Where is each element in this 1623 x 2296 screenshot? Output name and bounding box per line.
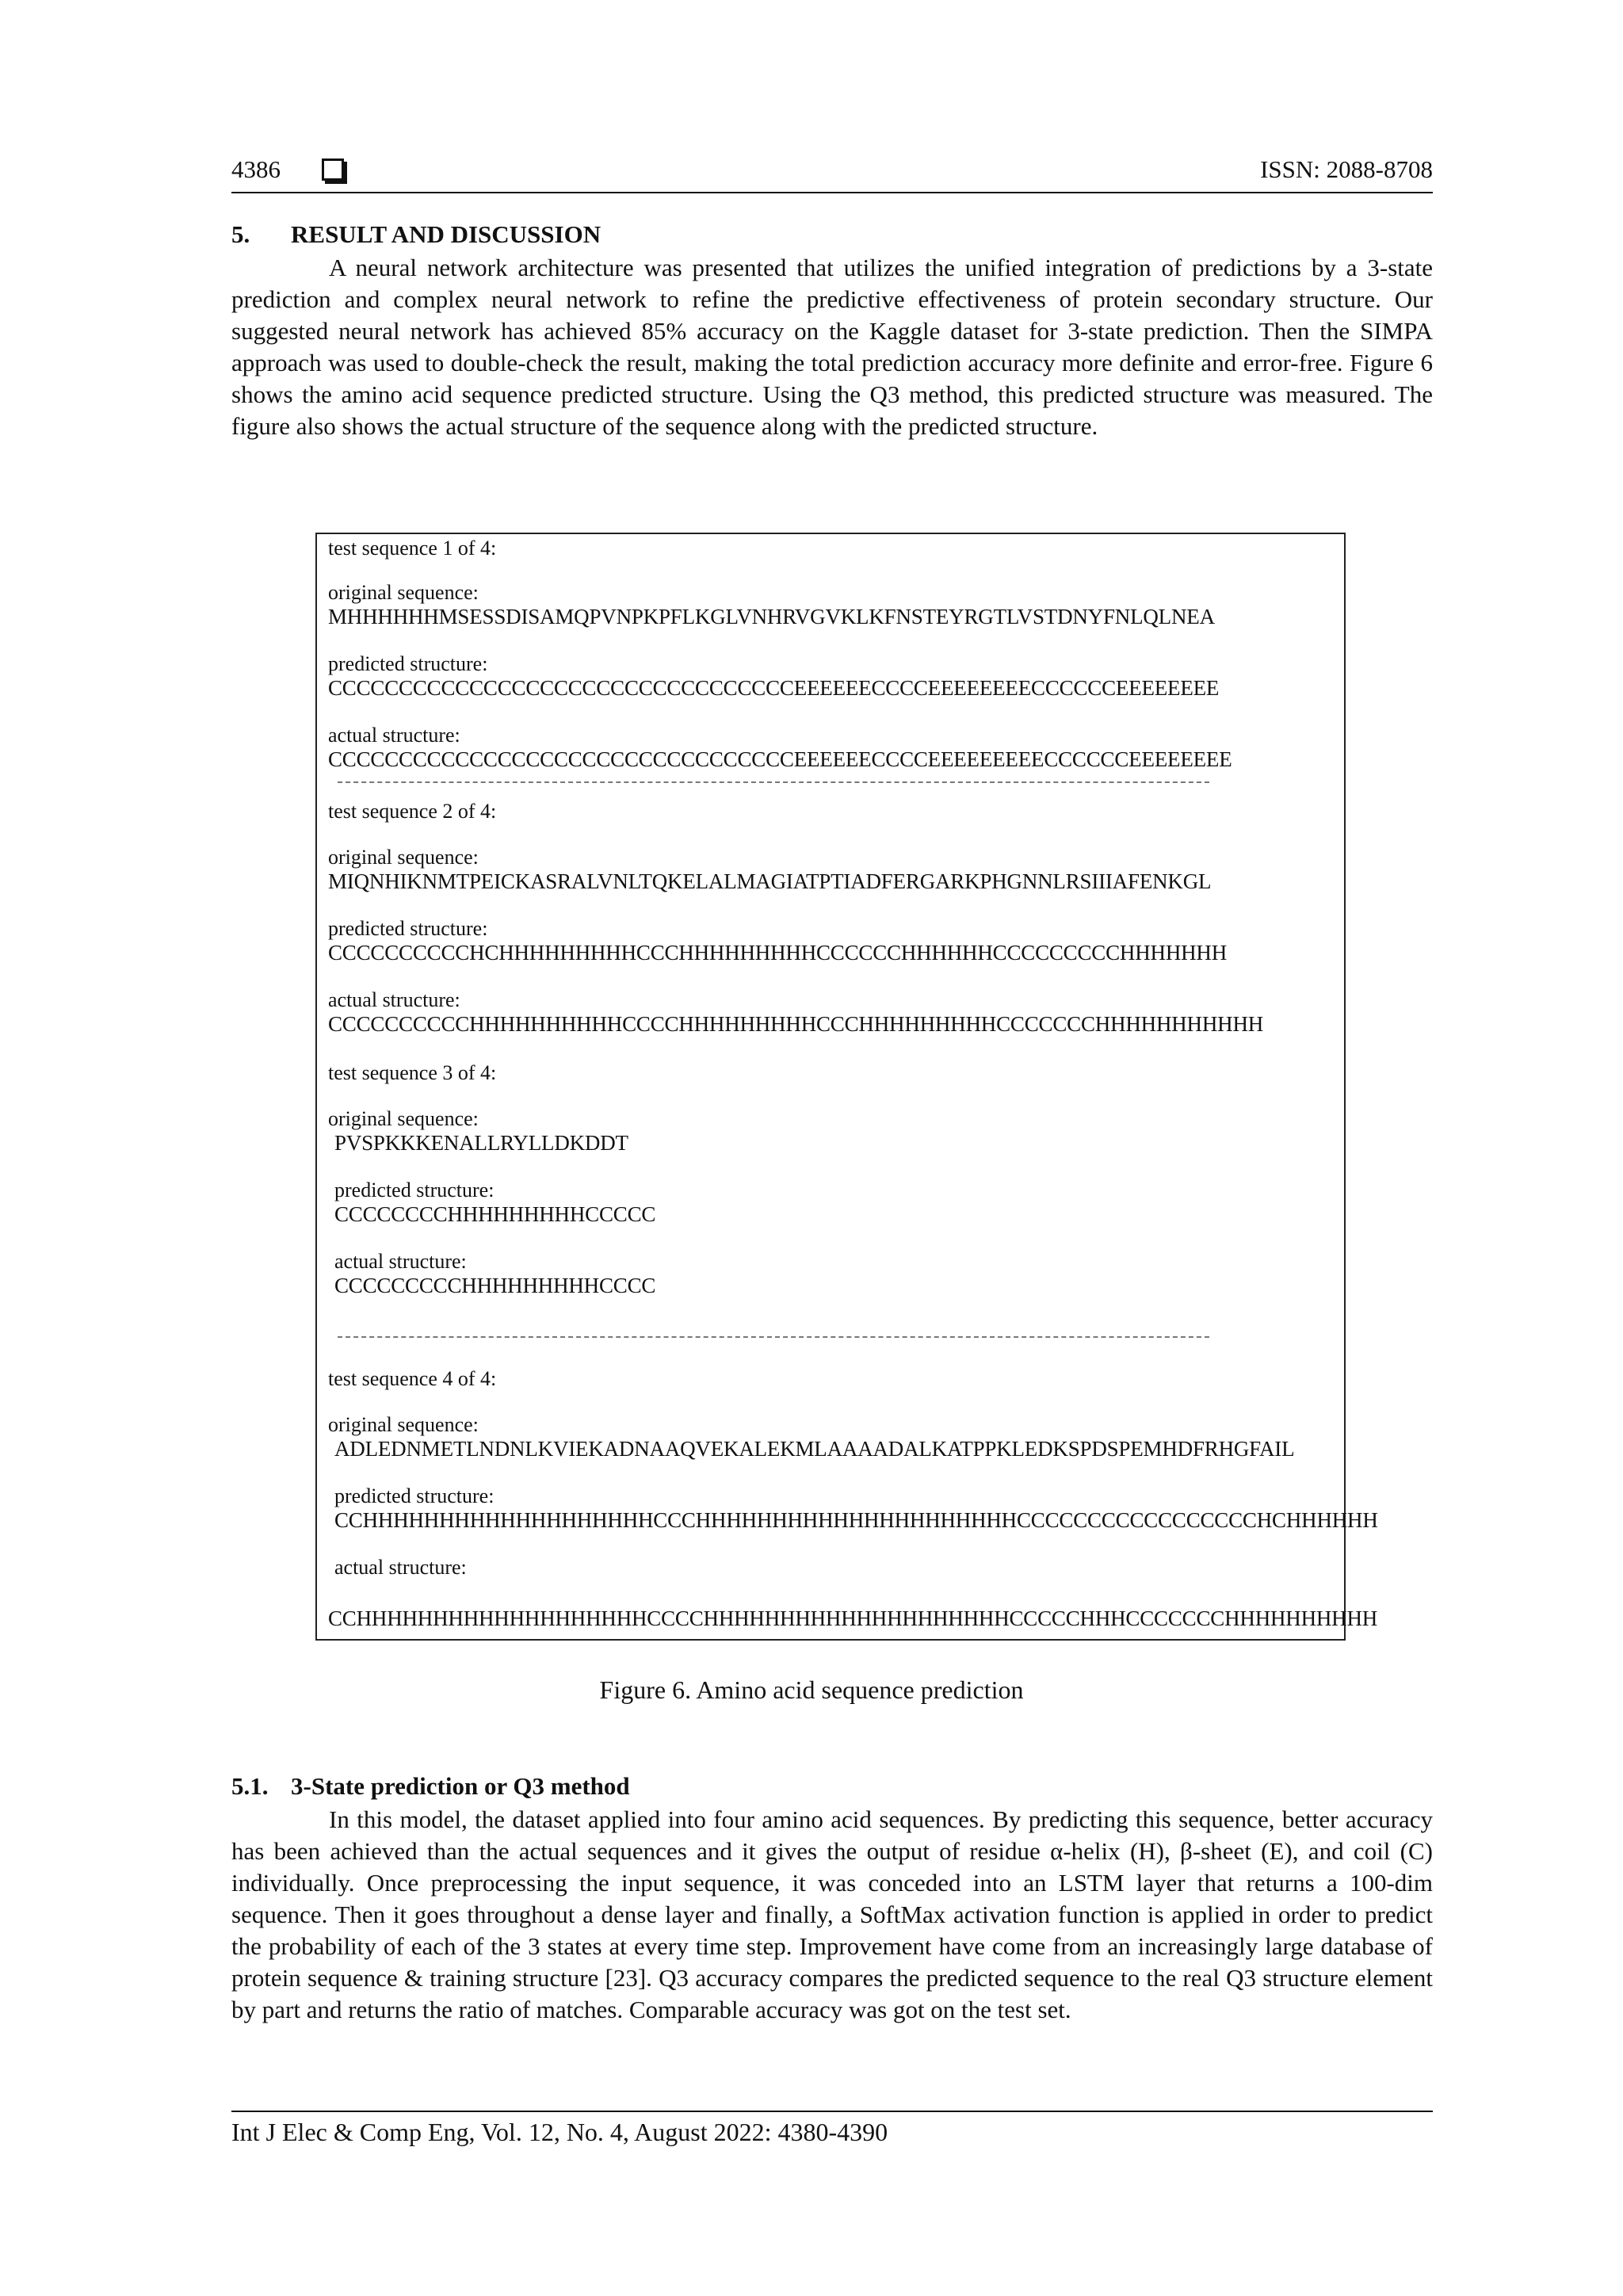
original-sequence: PVSPKKKENALLRYLLDKDDT: [334, 1131, 628, 1155]
subsection-title: 3-State prediction or Q3 method: [291, 1772, 630, 1800]
predicted-structure: CCCCCCCCCCCCCCCCCCCCCCCCCCCCCCCCCEEEEEECCCCEEEEEEEECCCCCCEEEEEEEE: [328, 676, 1220, 700]
actual-structure: CCCCCCCCCCHHHHHHHHHHCCCCHHHHHHHHHCCCHHHHHHHHHCCCCCCCHHHHHHHHHHH: [328, 1012, 1264, 1036]
subsection-paragraph: In this model, the dataset applied into four amino acid sequences. By predicting this sequence, better accuracy has been achieved than the actual sequences and it gives the output of residue α-helix (H), β-sheet (E), and coil (C) individually. Once preprocessing the input sequence, it was conceded into an LSTM layer that returns a 100-dim sequence. Then it goes throughout a dense layer and finally, a SoftMax activation function is applied in order to predict the probability of each of the 3 states at every time step. Improvement have come from an increasingly large database of protein sequence & training structure [23]. Q3 accuracy compares the predicted sequence to the real Q3 structure element by part and returns the ratio of matches. Comparable accuracy was got on the test set.: [231, 1805, 1433, 2023]
original-sequence: ADLEDNMETLNDNLKVIEKADNAAQVEKALEKMLAAAADALKATPPKLEDKSPDSPEMHDFRHGFAIL: [334, 1437, 1295, 1461]
actual-structure: CCCCCCCCCHHHHHHHHHCCCC: [334, 1274, 656, 1297]
original-label: original sequence:: [328, 846, 479, 869]
predicted-label: predicted structure:: [328, 652, 488, 675]
actual-structure: CCCCCCCCCCCCCCCCCCCCCCCCCCCCCCCCCEEEEEECCCCEEEEEEEEECCCCCCEEEEEEEE: [328, 747, 1232, 771]
section-heading: [231, 220, 601, 249]
header-rule: [231, 192, 1433, 193]
section-number: 5.: [231, 220, 250, 248]
figure-caption: Figure 6. Amino acid sequence prediction: [599, 1675, 1024, 1704]
original-sequence: MIQNHIKNMTPEICKASRALVNLTQKELALMAGIATPTIADFERGARKPHGNNLRSIIIAFENKGL: [328, 869, 1212, 893]
test-title: test sequence 2 of 4:: [328, 800, 497, 823]
predicted-structure: CCCCCCCCHHHHHHHHHCCCCC: [334, 1202, 656, 1226]
predicted-label: predicted structure:: [334, 1179, 495, 1201]
separator-line: [338, 781, 1209, 783]
predicted-structure: CCCCCCCCCCHCHHHHHHHHHCCCHHHHHHHHHCCCCCCHHHHHHCCCCCCCCCHHHHHHH: [328, 941, 1228, 965]
original-label: original sequence:: [328, 581, 479, 604]
issn: ISSN: 2088-8708: [1260, 155, 1433, 183]
section-title: RESULT AND DISCUSSION: [291, 220, 601, 248]
page-footer: Int J Elec & Comp Eng, Vol. 12, No. 4, August 2022: 4380-4390: [231, 2118, 888, 2146]
actual-label: actual structure:: [328, 988, 460, 1011]
predicted-label: predicted structure:: [328, 917, 488, 940]
figure-box: [315, 533, 1378, 1641]
page-header: [231, 155, 1433, 190]
actual-label: actual structure:: [334, 1556, 467, 1579]
original-sequence: MHHHHHHMSESSDISAMQPVNPKPFLKGLVNHRVGVKLKFNSTEYRGTLVSTDNYFNLQLNEA: [328, 605, 1215, 628]
square-bullet-icon: [322, 159, 344, 181]
test-title: test sequence 3 of 4:: [328, 1061, 497, 1084]
test-title: test sequence 1 of 4:: [328, 537, 497, 560]
actual-label: actual structure:: [334, 1250, 467, 1273]
original-label: original sequence:: [328, 1413, 479, 1436]
subsection-number: 5.1.: [231, 1772, 269, 1800]
separator-line: [338, 1336, 1209, 1338]
actual-label: actual structure:: [328, 724, 460, 747]
page-number: 4386: [231, 155, 281, 183]
test-title: test sequence 4 of 4:: [328, 1367, 497, 1390]
predicted-label: predicted structure:: [334, 1484, 495, 1507]
original-label: original sequence:: [328, 1107, 479, 1130]
section-paragraph: A neural network architecture was presented that utilizes the unified integration of predictions by a 3-state prediction and complex neural network to refine the predictive effectiveness of protein secondary structure. Our suggested neural network has achieved 85% accuracy on the Kaggle dataset for 3-state prediction. Then the SIMPA approach was used to double-check the result, making the total prediction accuracy more definite and error-free. Figure 6 shows the amino acid sequence predicted structure. Using the Q3 method, this predicted structure was measured. The figure also shows the actual structure of the sequence along with the predicted structure.: [231, 254, 1433, 440]
footer-rule: [231, 2111, 1433, 2112]
predicted-structure: CCHHHHHHHHHHHHHHHHHHHCCCHHHHHHHHHHHHHHHHHHHHHCCCCCCCCCCCCCCCCCHCHHHHHH: [334, 1508, 1378, 1532]
subsection-heading: [231, 1772, 630, 1801]
actual-structure: CCHHHHHHHHHHHHHHHHHHHCCCCHHHHHHHHHHHHHHHHHHHHCCCCCHHHCCCCCCCHHHHHHHHHH: [328, 1606, 1378, 1630]
